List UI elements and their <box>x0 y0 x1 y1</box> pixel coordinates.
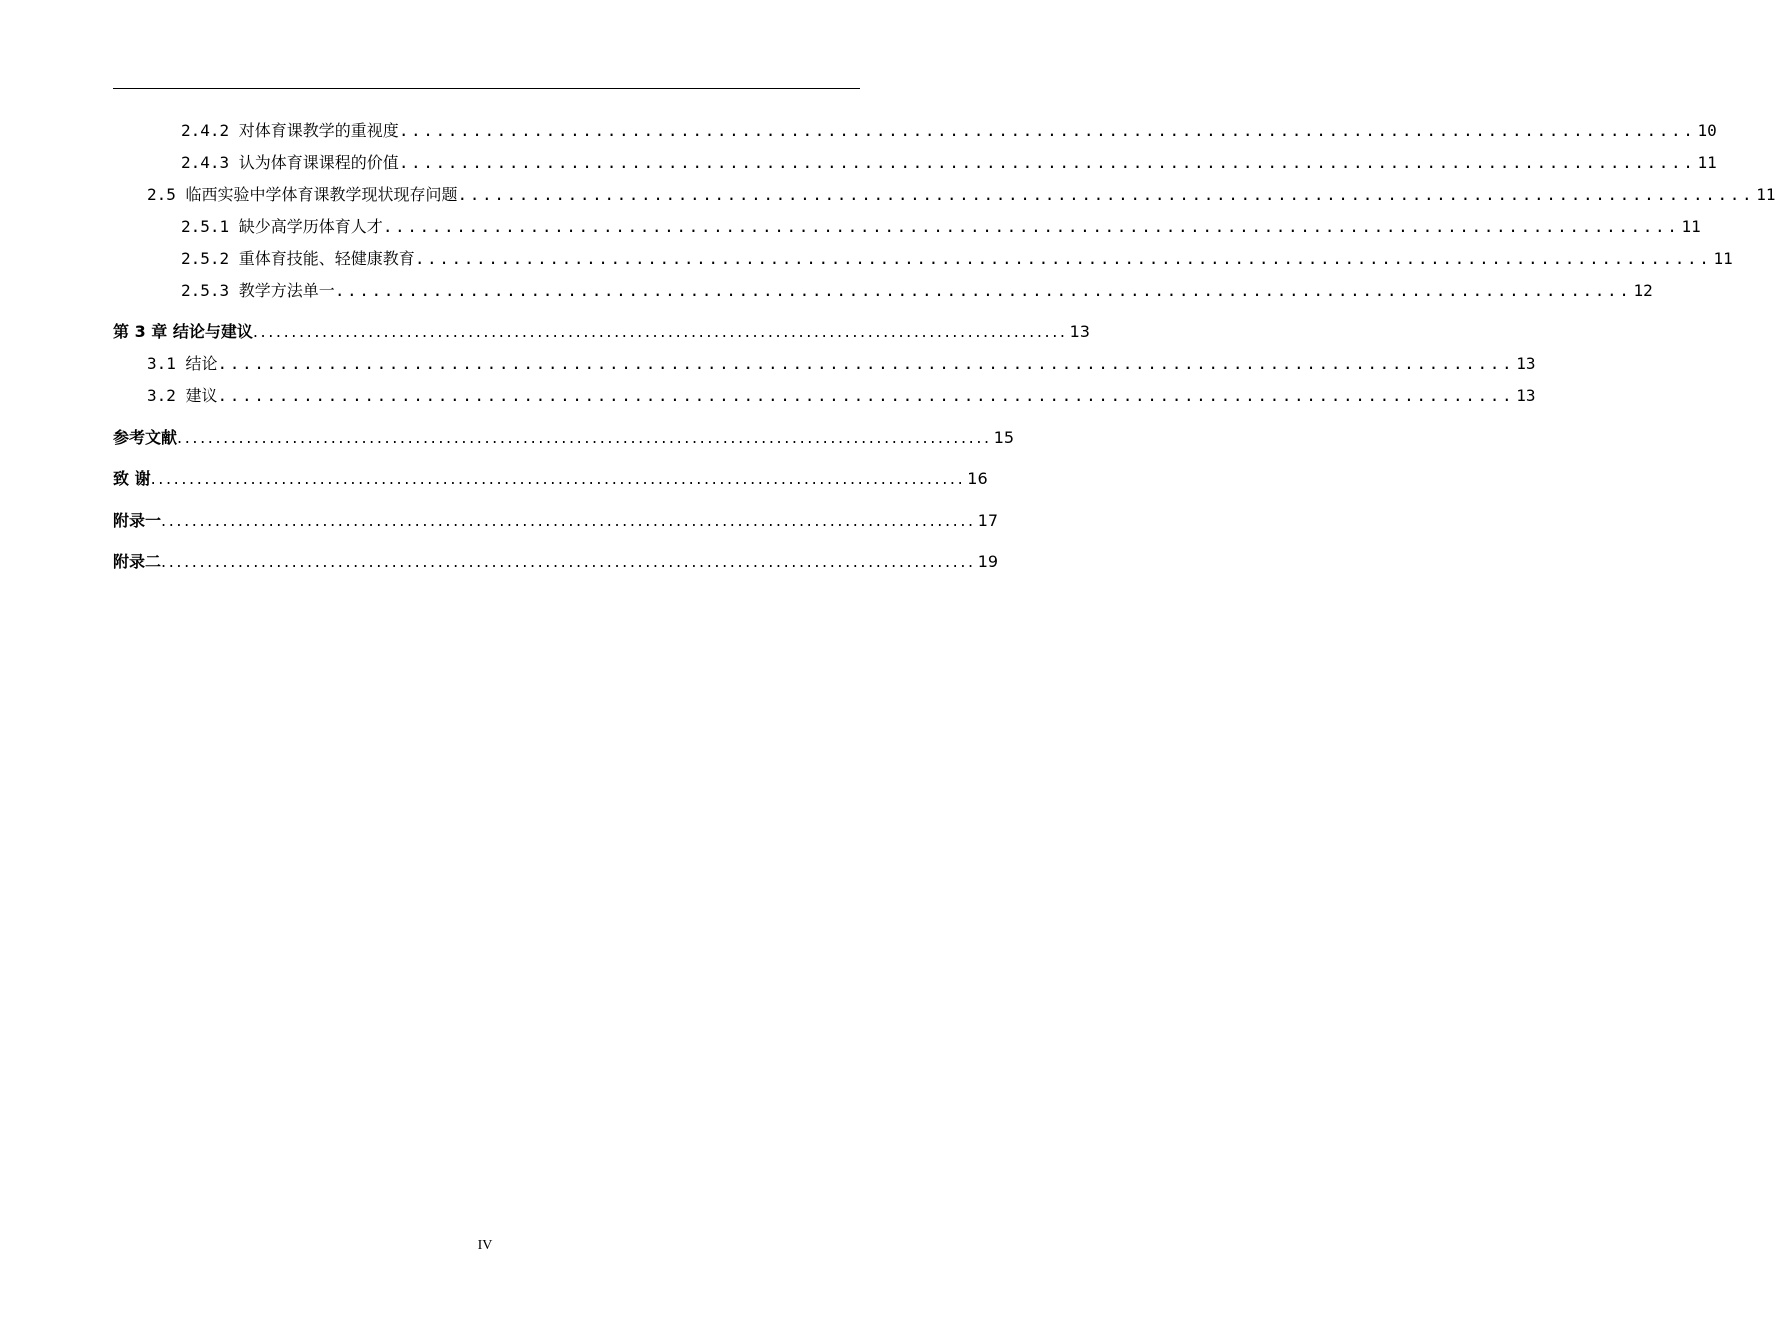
toc-dot-leader: .......................................................................................................... <box>334 281 1632 300</box>
toc-entry-title: 2.5.1 缺少高学历体育人才 <box>181 217 383 236</box>
toc-entry[interactable] <box>181 118 1717 142</box>
toc-entry-title: 3.1 结论 <box>147 354 218 373</box>
toc-page-number: 11 <box>1756 185 1776 204</box>
toc-entry[interactable] <box>181 246 1733 270</box>
toc-page-number: 16 <box>967 469 988 488</box>
toc-dot-leader: .......................................................................................................... <box>457 185 1755 204</box>
toc-dot-leader: .......................................................................................................... <box>252 322 1068 341</box>
toc-page-number: 13 <box>1069 322 1090 341</box>
toc-entry-title: 参考文献 <box>113 428 178 447</box>
toc-entry-title: 2.4.3 认为体育课课程的价值 <box>181 153 399 172</box>
toc-dot-leader: .......................................................................................................... <box>217 386 1515 405</box>
toc-entry[interactable] <box>147 351 1536 375</box>
toc-entry[interactable] <box>181 278 1653 302</box>
toc-entry-title: 附录一 <box>113 511 162 530</box>
toc-entry-title: 2.5 临西实验中学体育课教学现状现存问题 <box>147 185 458 204</box>
toc-entry[interactable] <box>113 508 999 532</box>
toc-page-number: 17 <box>977 511 999 530</box>
page-number-footer: IV <box>477 1238 493 1253</box>
toc-entry-title: 第 3 章 结论与建议 <box>113 322 253 341</box>
header-rule <box>113 88 860 89</box>
toc-dot-leader: .......................................................................................................... <box>382 217 1680 236</box>
toc-entry-title: 2.4.2 对体育课教学的重视度 <box>181 121 399 140</box>
toc-entry-title: 2.5.2 重体育技能、轻健康教育 <box>181 249 415 268</box>
toc-dot-leader: .......................................................................................................... <box>150 469 966 488</box>
toc-entry-title: 2.5.3 教学方法单一 <box>181 281 335 300</box>
toc-page-number: 13 <box>1516 386 1536 405</box>
toc-page-number: 19 <box>977 552 999 571</box>
toc-dot-leader: .......................................................................................................... <box>161 552 976 571</box>
toc-page-number: 11 <box>1713 249 1733 268</box>
toc-entry-title: 3.2 建议 <box>147 386 218 405</box>
toc-page-number: 15 <box>993 428 1015 447</box>
toc-page-number: 11 <box>1681 217 1701 236</box>
toc-dot-leader: .......................................................................................................... <box>398 121 1696 140</box>
toc-page-number: 12 <box>1633 281 1653 300</box>
toc-dot-leader: .......................................................................................................... <box>217 354 1515 373</box>
toc-entry-title: 致 谢 <box>113 469 151 488</box>
toc-page-number: 13 <box>1516 354 1536 373</box>
toc-entry[interactable] <box>147 182 1776 206</box>
toc-dot-leader: .......................................................................................................... <box>414 249 1712 268</box>
toc-dot-leader: .......................................................................................................... <box>161 511 976 530</box>
toc-entry[interactable] <box>113 466 988 490</box>
toc-entry[interactable] <box>181 214 1701 238</box>
toc-entry[interactable] <box>181 150 1717 174</box>
toc-entry[interactable] <box>113 319 1090 343</box>
toc-entry-title: 附录二 <box>113 552 162 571</box>
toc-entry[interactable] <box>113 549 999 573</box>
toc-dot-leader: .......................................................................................................... <box>398 153 1696 172</box>
toc-entry[interactable] <box>113 425 1015 449</box>
toc-page-number: 10 <box>1697 121 1717 140</box>
toc-dot-leader: .......................................................................................................... <box>177 428 992 447</box>
toc-entry[interactable] <box>147 383 1536 407</box>
toc-page-number: 11 <box>1697 153 1717 172</box>
